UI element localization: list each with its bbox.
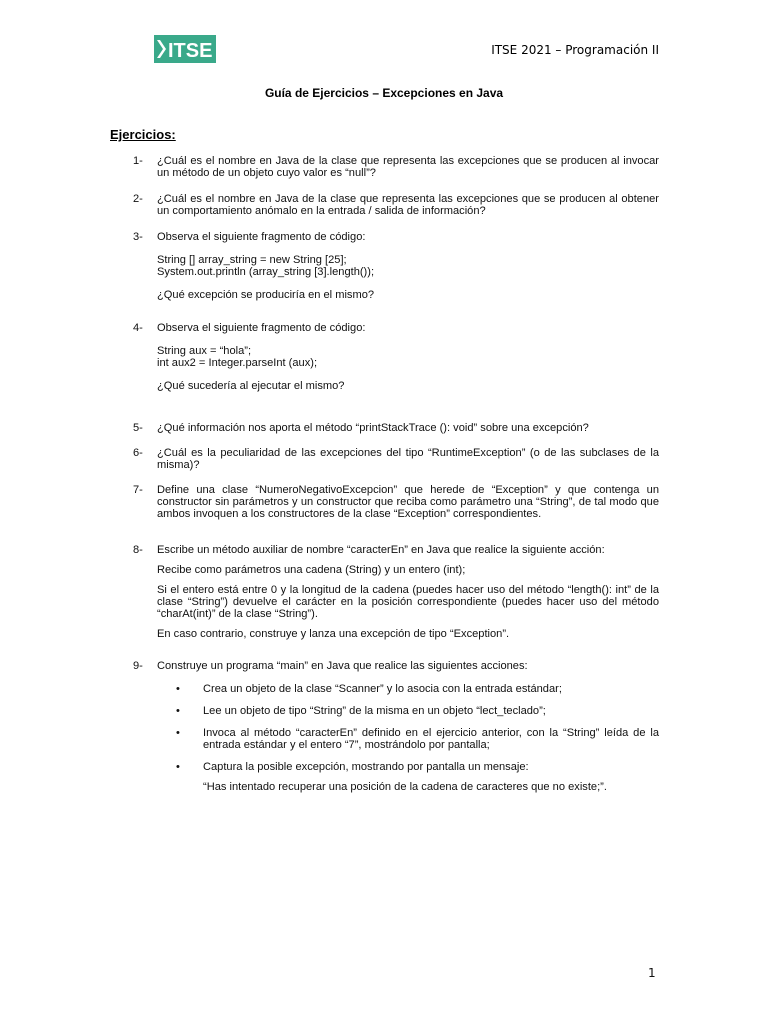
bullet-text: Invoca al método “caracterEn” definido en el ejercicio anterior, con la “String” leída de la entrada estándar y el entero “7”, mostrándolo por pantalla; — [203, 727, 659, 751]
code-line: System.out.println (array_string [3].length()); — [157, 266, 375, 278]
code-line: String aux = “hola”; — [157, 345, 252, 357]
exercise-number: 5- — [133, 422, 143, 434]
exercise-text: ¿Qué información nos aporta el método “printStackTrace (): void” sobre una excepción? — [157, 422, 589, 434]
bullet-item — [176, 683, 659, 695]
bullet-icon: • — [176, 761, 180, 773]
code-line: int aux2 = Integer.parseInt (aux); — [157, 357, 318, 369]
code-line: String [] array_string = new String [25]; — [157, 254, 347, 266]
logo-text: ITSE — [168, 40, 213, 62]
exercise-text: Construye un programa “main” en Java que realice las siguientes acciones: — [157, 660, 528, 672]
bullet-icon: • — [176, 683, 180, 695]
bullet-text: Lee un objeto de tipo “String” de la misma en un objeto “lect_teclado”; — [203, 705, 546, 717]
exercise-number: 4- — [133, 322, 143, 334]
exercise-number: 1- — [133, 155, 143, 167]
exercise-paragraph: Recibe como parámetros una cadena (String) y un entero (int); — [157, 564, 466, 576]
document-title: Guía de Ejercicios – Excepciones en Java — [264, 86, 504, 100]
exercise-text: Escribe un método auxiliar de nombre “caracterEn” en Java que realice la siguiente acción: — [157, 544, 605, 556]
bullet-text: Captura la posible excepción, mostrando por pantalla un mensaje: — [203, 761, 529, 773]
exercise-text: Define una clase “NumeroNegativoExcepcion” que herede de “Exception” y que contenga un constructor sin parámetros y un constructor que reciba como parámetro una “String”, de tal modo que ambos invoquen a los constructores de la clase “Exception” correspondientes. — [157, 484, 659, 520]
bullet-icon: • — [176, 727, 180, 739]
exercise-number: 3- — [133, 231, 143, 243]
exercise-1 — [110, 155, 659, 179]
exercise-number: 6- — [133, 447, 143, 459]
bullet-text: Crea un objeto de la clase “Scanner” y lo asocia con la entrada estándar; — [203, 683, 562, 695]
exercise-2 — [110, 193, 659, 217]
exercise-paragraph: Si el entero está entre 0 y la longitud de la cadena (puedes hacer uso del método “length(): int” de la clase “String”) devuelve el carácter en la posición correspondiente (puedes hacer uso del método “charAt(int)” de la clase “String”). — [157, 584, 659, 620]
exercise-9 — [110, 660, 659, 672]
exercise-text: ¿Cuál es el nombre en Java de la clase que representa las excepciones que se producen al invocar un método de un objeto cuyo valor es “null”? — [157, 155, 659, 179]
exercise-8 — [110, 544, 659, 640]
exercise-number: 7- — [133, 484, 143, 496]
exercise-6 — [110, 447, 659, 471]
bullet-item — [176, 705, 659, 717]
exercise-4 — [110, 322, 659, 392]
itse-logo — [154, 35, 216, 63]
header-course-label: ITSE 2021 – Programación II — [491, 43, 659, 57]
exercise-text: Observa el siguiente fragmento de código: — [157, 231, 366, 243]
section-heading: Ejercicios: — [110, 127, 176, 142]
page-number: 1 — [648, 966, 656, 980]
exercise-5 — [110, 422, 659, 434]
exercise-text: ¿Cuál es la peculiaridad de las excepciones del tipo “RuntimeException” (o de las subclases de la misma)? — [157, 447, 659, 471]
exercise-text: Observa el siguiente fragmento de código: — [157, 322, 366, 334]
exercise-question: ¿Qué excepción se produciría en el mismo? — [157, 289, 375, 301]
bullet-item — [176, 727, 659, 751]
error-message-text: “Has intentado recuperar una posición de la cadena de caracteres que no existe;”. — [203, 781, 607, 793]
exercise-3 — [110, 231, 659, 301]
exercise-question: ¿Qué sucedería al ejecutar el mismo? — [157, 380, 345, 392]
exercise-number: 2- — [133, 193, 143, 205]
exercise-7 — [110, 484, 659, 520]
bullet-item — [176, 761, 659, 793]
bullet-icon: • — [176, 705, 180, 717]
exercise-number: 9- — [133, 660, 143, 672]
exercise-number: 8- — [133, 544, 143, 556]
exercise-text: ¿Cuál es el nombre en Java de la clase que representa las excepciones que se producen al obtener un comportamiento anómalo en la entrada / salida de información? — [157, 193, 659, 217]
exercise-paragraph: En caso contrario, construye y lanza una excepción de tipo “Exception”. — [157, 628, 510, 640]
